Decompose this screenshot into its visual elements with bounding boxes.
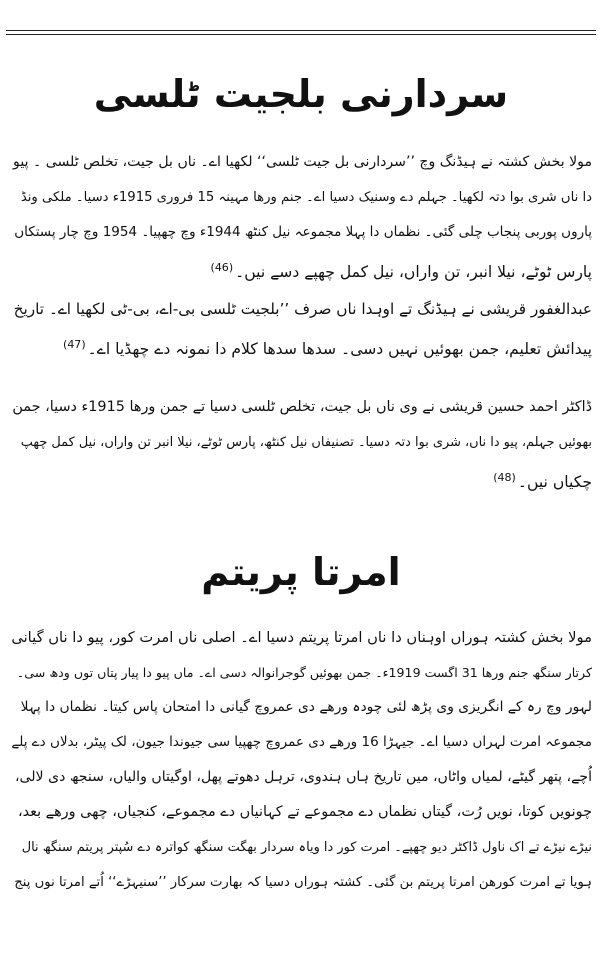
text-line: بھوئیں جہلم، پیو دا ناں، شری بوا دتہ دسیا۔ تصنیفاں نیل کنٹھ، پارس ٹوٹے، نیلا انبر تن واراں، نیل کمل چھپ [20, 435, 592, 450]
text-line: مولا بخش کشتہ ہوراں اوہناں دا ناں امرتا پریتم دسیا اے۔ اصلی ناں امرت کور، پیو دا ناں گیانی [11, 629, 592, 646]
text-line: چونویں کوتا، نویں رُت، گیتاں نظماں دے مجموعے تے کہانیاں دے مجموعے، کنجیاں، چھی ورھے بعد، [17, 804, 592, 820]
text-line: پاروں پوربی پنجاب چلی گئی۔ نظماں دا پہلا مجموعہ نیل کنٹھ 1944ء وچ چھپیا۔ 1954 وچ چار پستکاں [14, 224, 592, 240]
section-heading-amrita-pritam: امرتا پریتم [201, 550, 401, 594]
text-line: ہویا تے امرت کورھن امرتا پریتم بن گئی۔ کشتہ ہوراں دسیا کہ بھارت سرکار ’’سنیہڑے‘‘ اُتے امرتا نوں پنج [14, 875, 592, 890]
section-heading-baljit-tulsi: سردارنی بلجیت ٹلسی [93, 72, 509, 116]
text-line: کرتار سنگھ جنم ورھا 31 اگست 1919ء۔ جمن بھوئیں گوجرانوالہ دسی اے۔ ماں پیو دا پیار پتاں توں ودھ سی۔ [16, 665, 592, 680]
footnote-marker: (46) [210, 261, 234, 274]
top-rule [6, 30, 596, 31]
text-line: مجموعہ امرت لہراں دسیا اے۔ جیہڑا 16 ورھے دی عمروچ چھپیا سی جیوندا جیون، لک پیٹر، بدلاں دے پلے [11, 734, 592, 750]
footnote-marker: (48) [493, 471, 516, 484]
text-line [10, 250, 592, 285]
text-line: لہور وچ رہ کے انگریزی وی پڑھ لئی چودہ ورھے دی عمروچ گیانی دا امتحان پاس کیتا۔ نظماں دا پہلا [20, 699, 592, 715]
paragraph-qureshi [10, 292, 592, 362]
footnote-marker: (47) [63, 338, 86, 351]
text-line: دا ناں شری بوا دتہ لکھیا۔ جہلم دے وسنیک دسیا اے۔ جنم ورھا مہینہ 15 فروری 1915ء دسیا۔ ملکی ونڈ [20, 190, 592, 205]
text-line: چکیاں نیں۔ [517, 473, 592, 492]
text-line: نیڑے نیڑے تے اک ناول ڈاکٹر دیو چھپے۔ امرت کور دا ویاہ سردار بھگت سنگھ کواترہ دے سُپتر پریتم سنگھ نال [21, 840, 592, 855]
text-line: مولا بخش کشتہ نے ہیڈنگ وچ ’’سردارنی بل جیت ٹلسی‘‘ لکھیا اے۔ ناں بل جیت، تخلص ٹلسی ۔ پیو [13, 154, 592, 170]
text-line: ڈاکٹر احمد حسین قریشی نے وی ناں بل جیت، تخلص ٹلسی دسیا تے جمن ورھا 1915ء دسیا، جمن [12, 399, 592, 415]
text-line: پیدائش تعلیم، جمن بھوئیں نہیں دسی۔ سدھا سدھا کلام دا نمونہ دے چھڈیا اے۔ [87, 340, 592, 359]
text-line [10, 460, 592, 495]
paragraph-kushta [10, 145, 592, 285]
paragraph-dr-qureshi [10, 390, 592, 495]
text-line [10, 327, 592, 362]
text-line: پارس ٹوٹے، نیلا انبر، تن واراں، نیل کمل چھپے دسے نیں۔ [235, 263, 592, 282]
text-line: عبدالغفور قریشی نے ہیڈنگ تے اوہدا ناں صرف ’’بلجیت ٹلسی بی-اے، بی-ٹی لکھیا اے۔ تاریخ [13, 300, 592, 318]
paragraph-amrita [10, 620, 592, 900]
top-rule-double [6, 34, 596, 35]
text-line: اُچے، پتھر گیٹے، لمیاں واٹاں، میں تاریخ ہاں ہندوی، ترہل دھوتے پھل، اوگیتاں والیاں، سنجھ دی لالی، [14, 769, 592, 785]
